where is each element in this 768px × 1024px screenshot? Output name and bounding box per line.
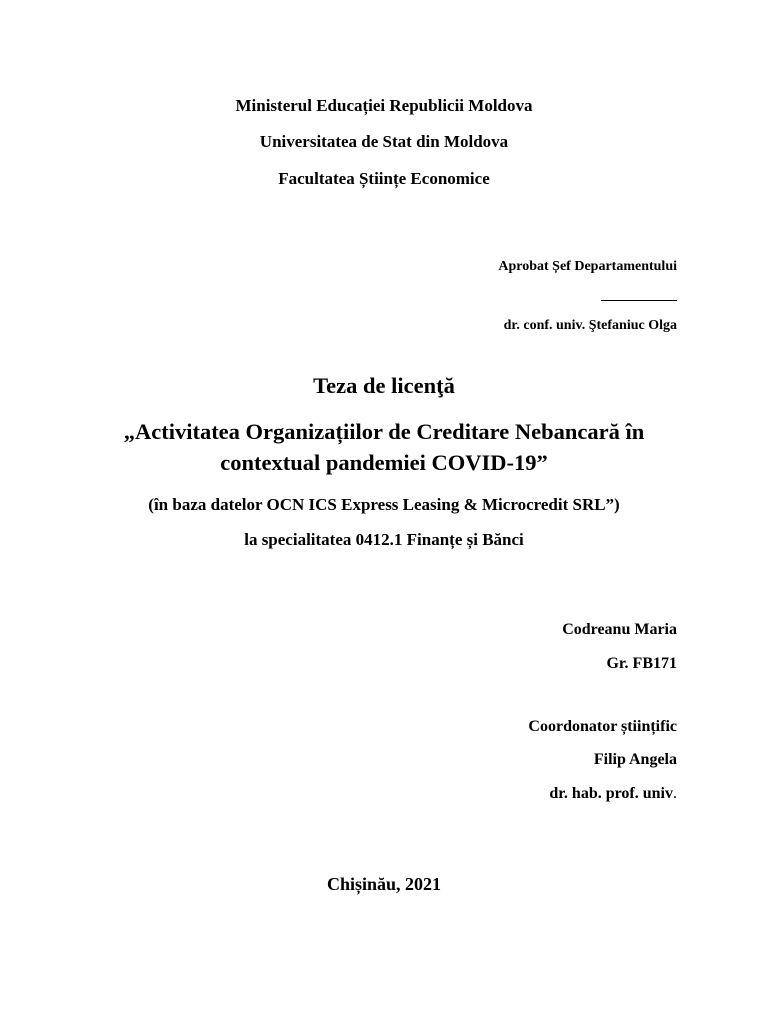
place-date: Chișinău, 2021 bbox=[326, 874, 442, 894]
coordinator-title-text: dr. hab. prof. univ bbox=[549, 785, 673, 802]
signature-line bbox=[601, 300, 677, 301]
coordinator-name: Filip Angela bbox=[593, 751, 677, 768]
thesis-subtitle: (în baza datelor OCN ICS Express Leasing & Microcredit SRL”) bbox=[148, 495, 620, 514]
coordinator-title bbox=[549, 786, 677, 802]
approval-label: Aprobat Șef Departamentului bbox=[498, 259, 677, 274]
thesis-specialty: la specialitatea 0412.1 Finanțe și Bănci bbox=[244, 530, 524, 549]
thesis-title-line-1: „Activitatea Organizațiilor de Creditare Nebancară în bbox=[123, 419, 645, 444]
author-name: Codreanu Maria bbox=[562, 621, 677, 638]
faculty-heading: Facultatea Științe Economice bbox=[278, 169, 490, 188]
author-group: Gr. FB171 bbox=[606, 655, 677, 672]
ministry-heading: Ministerul Educației Republicii Moldova bbox=[235, 96, 533, 115]
coordinator-label: Coordonator științific bbox=[528, 718, 677, 735]
thesis-type: Teza de licenţă bbox=[313, 373, 455, 398]
coordinator-title-period: . bbox=[673, 785, 677, 802]
university-heading: Universitatea de Stat din Moldova bbox=[259, 132, 509, 151]
approval-signatory: dr. conf. univ. Ştefaniuc Olga bbox=[503, 318, 677, 333]
thesis-title-line-2: contextual pandemiei COVID-19” bbox=[220, 450, 548, 475]
